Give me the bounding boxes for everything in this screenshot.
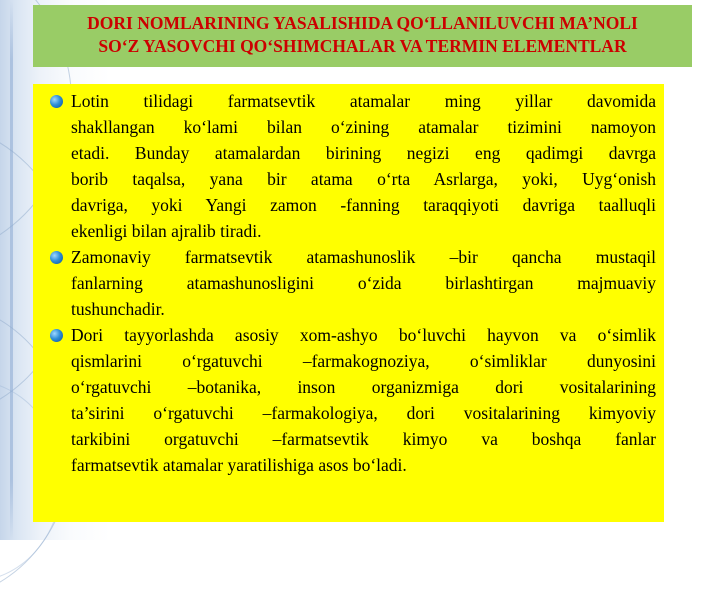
text-line: davriga, yoki Yangi zamon -fanning taraqqiyoti davriga taalluqli xyxy=(71,195,656,215)
bullet-dot-icon xyxy=(50,95,63,108)
text-line: farmatsevtik atamalar yaratilishiga asos bo‘ladi. xyxy=(71,455,407,475)
bullet-text xyxy=(71,322,656,478)
text-line: etadi. Bunday atamalardan birining negizi eng qadimgi davrga xyxy=(71,143,656,163)
text-line: ekenligi bilan ajralib tiradi. xyxy=(71,221,262,241)
bullet-item-1 xyxy=(50,88,656,244)
text-line: tushunchadir. xyxy=(71,299,165,319)
slide-title-line-1: DORI NOMLARINING YASALISHIDA QO‘LLANILUVCHI MA’NOLI xyxy=(87,13,638,33)
text-line: Dori tayyorlashda asosiy xom-ashyo bo‘luvchi hayvon va o‘simlik xyxy=(71,325,656,345)
background-edge-line xyxy=(10,0,13,540)
text-line: fanlarning atamashunosligini o‘zida birlashtirgan majmuaviy xyxy=(71,273,656,293)
bullet-item-2 xyxy=(50,244,656,322)
text-line: borib taqalsa, yana bir atama o‘rta Asrlarga, yoki, Uyg‘onish xyxy=(71,169,656,189)
bullet-dot-icon xyxy=(50,251,63,264)
slide-title-line-2: SO‘Z YASOVCHI QO‘SHIMCHALAR VA TERMIN ELEMENTLAR xyxy=(98,36,627,56)
slide-title-banner xyxy=(33,5,692,67)
bullet-text xyxy=(71,244,656,322)
text-line: shakllangan ko‘lami bilan o‘zining atamalar tizimini namoyon xyxy=(71,117,656,137)
text-line: Lotin tilidagi farmatsevtik atamalar ming yillar davomida xyxy=(71,91,656,111)
text-line: ta’sirini o‘rgatuvchi –farmakologiya, dori vositalarining kimyoviy xyxy=(71,403,656,423)
text-line: Zamonaviy farmatsevtik atamashunoslik –bir qancha mustaqil xyxy=(71,247,656,267)
bullet-dot-icon xyxy=(50,329,63,342)
text-line: o‘rgatuvchi –botanika, inson organizmiga dori vositalarining xyxy=(71,377,656,397)
bullet-item-3 xyxy=(50,322,656,478)
text-line: tarkibini orgatuvchi –farmatsevtik kimyo va boshqa fanlar xyxy=(71,429,656,449)
slide-content-box xyxy=(33,84,664,522)
bullet-text xyxy=(71,88,656,244)
text-line: qismlarini o‘rgatuvchi –farmakognoziya, o‘simliklar dunyosini xyxy=(71,351,656,371)
